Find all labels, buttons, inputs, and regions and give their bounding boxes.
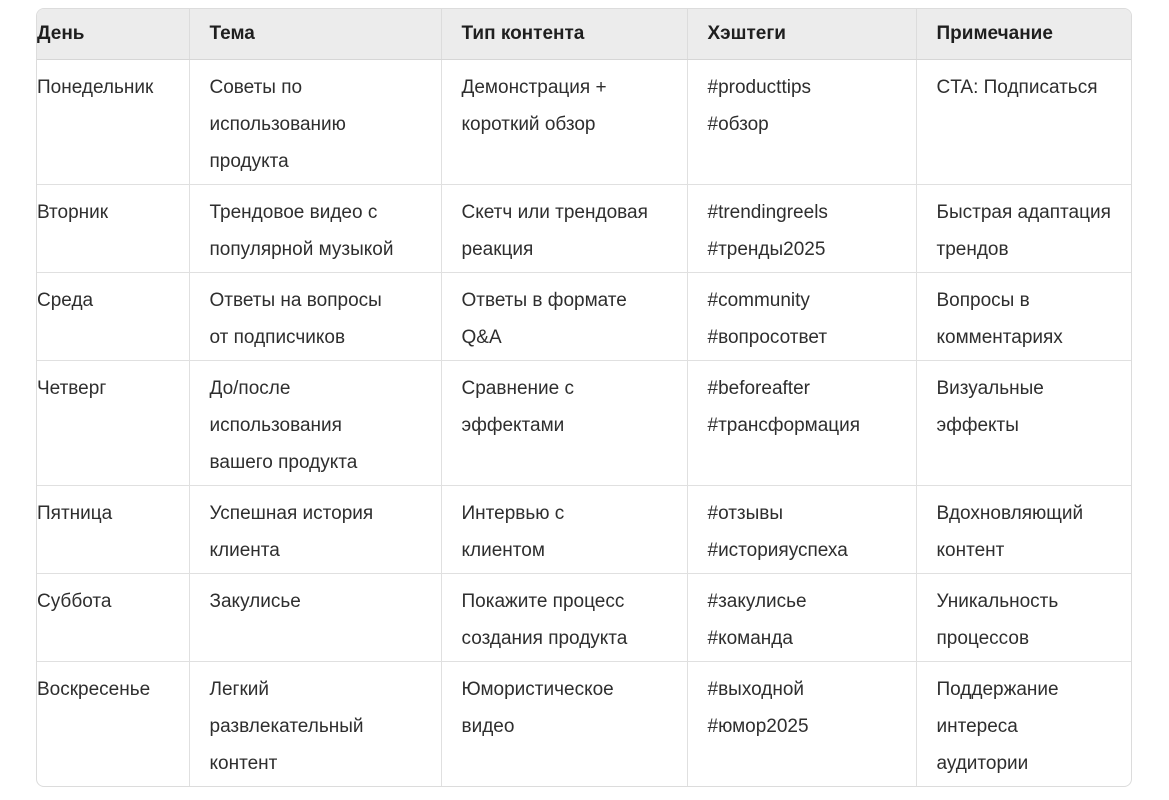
cell-text-line: Закулисье (209, 590, 301, 612)
cell-text-line: Трендовое видео с (209, 201, 378, 223)
cell-text-line: Быстрая адаптация (936, 201, 1111, 223)
topic-cell (189, 59, 441, 184)
hashtags-cell (687, 184, 916, 272)
cell-text-line: контент (209, 752, 278, 774)
cell-text-line: Воскресенье (37, 678, 151, 700)
cell-text-line: Q&A (461, 326, 502, 348)
cell-text-line: от подписчиков (209, 326, 346, 348)
cell-text-line: клиентом (461, 539, 545, 561)
topic-cell (189, 485, 441, 573)
cell-text-line: короткий обзор (461, 113, 596, 135)
hashtags-cell (687, 272, 916, 360)
cell-text-line: эффектами (461, 414, 565, 436)
table-row (37, 272, 1132, 360)
topic-cell (189, 573, 441, 661)
cell-text-line: #отзывы (707, 502, 784, 524)
cell-text-line: Поддержание (936, 678, 1059, 700)
cell-text-line: процессов (936, 627, 1030, 649)
cell-text-line: Советы по (209, 76, 303, 98)
header-day: День (37, 9, 189, 59)
cell-text-line: #тренды2025 (707, 238, 826, 260)
cell-text-line: #community (707, 289, 810, 311)
table-row (37, 573, 1132, 661)
cell-text-line: #выходной (707, 678, 805, 700)
header-row (37, 9, 1132, 59)
cell-text-line: Уникальность (936, 590, 1059, 612)
cell-text-line: Вдохновляющий (936, 502, 1084, 524)
cell-text-line: Юмористическое (461, 678, 614, 700)
cell-text-line: развлекательный (209, 715, 364, 737)
cell-text-line: #историяуспеха (707, 539, 848, 561)
topic-cell (189, 184, 441, 272)
cell-text-line: Вопросы в (936, 289, 1030, 311)
content-plan-table (37, 9, 1132, 786)
cell-text-line: Ответы в формате (461, 289, 627, 311)
cell-text-line: Покажите процесс (461, 590, 625, 612)
cell-text-line: комментариях (936, 326, 1063, 348)
cell-text-line: Пятница (37, 502, 113, 524)
cell-text-line: #producttips (707, 76, 812, 98)
cell-text-line: #beforeafter (707, 377, 810, 399)
cell-text-line: Легкий (209, 678, 270, 700)
cell-text-line: Визуальные (936, 377, 1044, 399)
note-cell (916, 272, 1132, 360)
content-type-cell (441, 573, 687, 661)
cell-text-line: #трансформация (707, 414, 861, 436)
cell-text-line: #команда (707, 627, 793, 649)
table-row (37, 485, 1132, 573)
content-type-cell (441, 661, 687, 786)
table-row (37, 360, 1132, 485)
cell-text-line: Вторник (37, 201, 109, 223)
cell-text-line: Сравнение с (461, 377, 574, 399)
content-type-cell (441, 184, 687, 272)
cell-text-line: эффекты (936, 414, 1019, 436)
day-cell (37, 661, 189, 786)
note-cell (916, 485, 1132, 573)
hashtags-cell (687, 485, 916, 573)
cell-text-line: Демонстрация + (461, 76, 607, 98)
hashtags-cell (687, 573, 916, 661)
table-row (37, 184, 1132, 272)
topic-cell (189, 661, 441, 786)
note-cell (916, 573, 1132, 661)
cell-text-line: Скетч или трендовая (461, 201, 648, 223)
cell-text-line: продукта (209, 150, 289, 172)
table-body (37, 59, 1132, 786)
day-cell (37, 59, 189, 184)
hashtags-cell (687, 360, 916, 485)
content-type-cell (441, 485, 687, 573)
cell-text-line: реакция (461, 238, 534, 260)
table-row (37, 661, 1132, 786)
cell-text-line: До/после (209, 377, 291, 399)
header-note: Примечание (916, 9, 1132, 59)
topic-cell (189, 360, 441, 485)
header-content-type: Тип контента (441, 9, 687, 59)
content-plan-table-container (36, 8, 1132, 787)
cell-text-line: #вопросответ (707, 326, 828, 348)
cell-text-line: Успешная история (209, 502, 374, 524)
cell-text-line: CTA: Подписаться (936, 76, 1098, 98)
cell-text-line: Суббота (37, 590, 112, 612)
day-cell (37, 360, 189, 485)
cell-text-line: популярной музыкой (209, 238, 394, 260)
content-type-cell (441, 360, 687, 485)
cell-text-line: создания продукта (461, 627, 628, 649)
table-row (37, 59, 1132, 184)
cell-text-line: интереса (936, 715, 1018, 737)
content-type-cell (441, 272, 687, 360)
cell-text-line: Четверг (37, 377, 107, 399)
cell-text-line: использованию (209, 113, 346, 135)
cell-text-line: Среда (37, 289, 94, 311)
cell-text-line: #trendingreels (707, 201, 828, 223)
cell-text-line: клиента (209, 539, 280, 561)
header-hashtags: Хэштеги (687, 9, 916, 59)
cell-text-line: Понедельник (37, 76, 154, 98)
cell-text-line: Интервью с (461, 502, 565, 524)
hashtags-cell (687, 661, 916, 786)
day-cell (37, 485, 189, 573)
table-header (37, 9, 1132, 59)
content-type-cell (441, 59, 687, 184)
header-topic: Тема (189, 9, 441, 59)
note-cell (916, 360, 1132, 485)
cell-text-line: #юмор2025 (707, 715, 809, 737)
cell-text-line: вашего продукта (209, 451, 358, 473)
cell-text-line: контент (936, 539, 1005, 561)
hashtags-cell (687, 59, 916, 184)
cell-text-line: использования (209, 414, 342, 436)
note-cell (916, 59, 1132, 184)
cell-text-line: #обзор (707, 113, 769, 135)
day-cell (37, 573, 189, 661)
cell-text-line: Ответы на вопросы (209, 289, 382, 311)
day-cell (37, 272, 189, 360)
cell-text-line: видео (461, 715, 515, 737)
note-cell (916, 661, 1132, 786)
day-cell (37, 184, 189, 272)
note-cell (916, 184, 1132, 272)
cell-text-line: аудитории (936, 752, 1029, 774)
cell-text-line: #закулисье (707, 590, 807, 612)
topic-cell (189, 272, 441, 360)
cell-text-line: трендов (936, 238, 1009, 260)
